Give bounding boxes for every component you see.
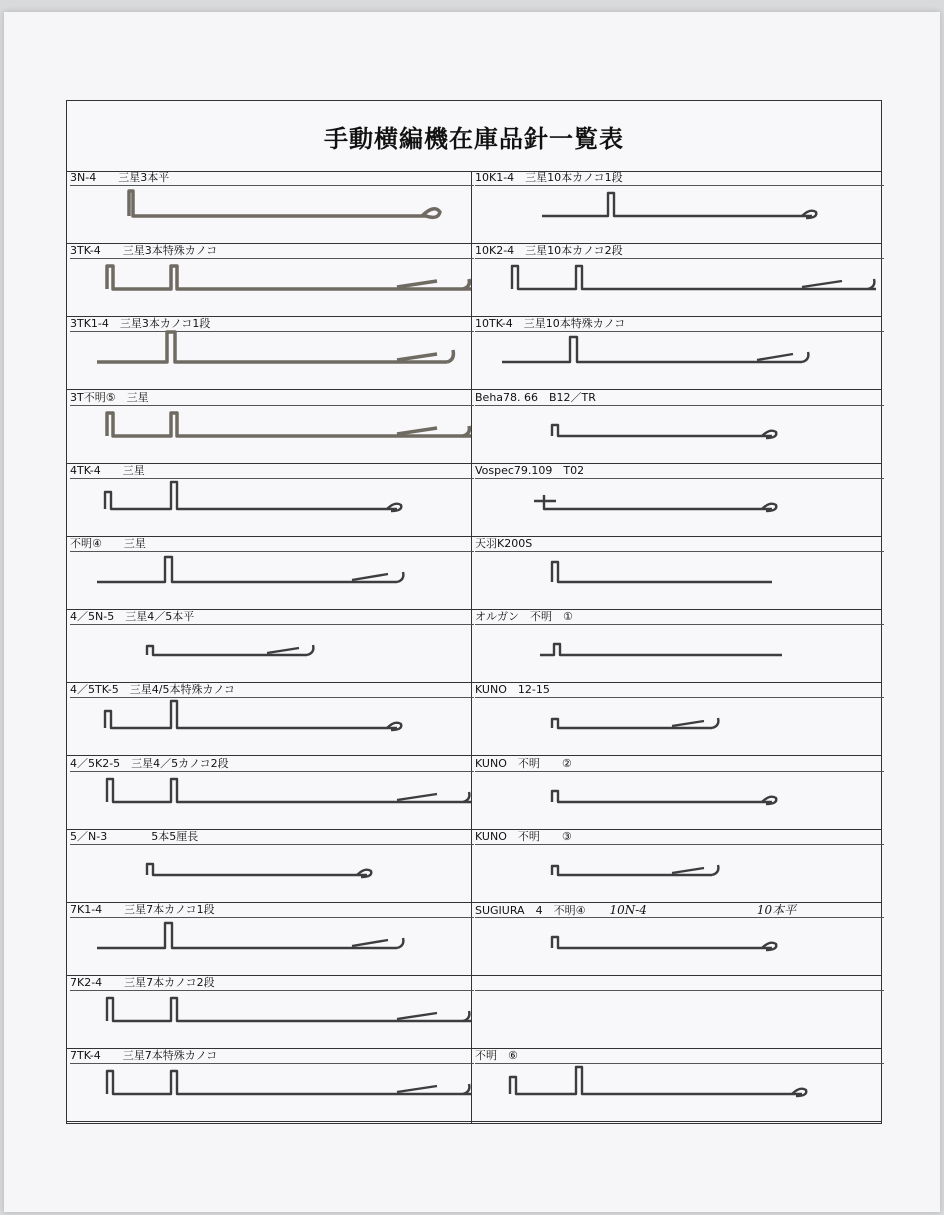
- needle-stroke: [397, 1011, 469, 1021]
- needle-model-text: 10K2-4 三星10本カノコ2段: [475, 244, 623, 258]
- needle-stroke: [267, 645, 313, 655]
- needle-row: [67, 464, 471, 537]
- short-butt-eye-needle-icon: [472, 903, 881, 976]
- needle-stroke: [352, 572, 403, 582]
- needle-model-text: Vospec79.109 T02: [475, 463, 585, 477]
- needle-row: [67, 317, 471, 390]
- double-butt-eye-needle-icon: [67, 683, 471, 756]
- single-butt-latch-needle-icon: [67, 903, 471, 976]
- needle-row: [67, 683, 471, 756]
- needle-stroke: [552, 937, 772, 948]
- needle-row: [472, 757, 881, 830]
- needle-stroke: [552, 425, 772, 436]
- needle-stroke: [147, 864, 367, 875]
- needle-model-text: 3TK1-4 三星3本カノコ1段: [70, 317, 211, 331]
- needle-row: [67, 976, 471, 1049]
- needle-model-text: KUNO 12-15: [475, 683, 550, 697]
- needle-model-text: 5／N-3 5本5厘長: [70, 829, 199, 843]
- needle-model-text: 不明 ⑥: [475, 1049, 518, 1063]
- double-butt-latch-needle-icon: [67, 244, 471, 317]
- needle-stroke: [107, 998, 471, 1021]
- double-butt-latch-needle-icon: [472, 244, 881, 317]
- needle-model-text: 10TK-4 三星10本特殊カノコ: [475, 317, 626, 331]
- needle-stroke: [107, 1071, 471, 1094]
- short-butt-eye-needle-icon: [472, 391, 881, 464]
- needle-row: [472, 171, 881, 244]
- needle-model-text: KUNO 不明 ③: [475, 829, 572, 843]
- needle-row: [67, 537, 471, 610]
- needle-row: [67, 171, 471, 244]
- needle-row: [472, 903, 881, 976]
- double-butt-latch-needle-icon: [67, 1049, 471, 1122]
- needle-stroke: [510, 1067, 802, 1094]
- needle-model-text: 4／5K2-5 三星4／5カノコ2段: [70, 756, 229, 770]
- needle-stroke: [352, 938, 403, 948]
- short-butt-latch-needle-icon: [67, 610, 471, 683]
- needle-stroke: [672, 718, 718, 728]
- short-butt-eye-needle-icon: [472, 757, 881, 830]
- needle-row: [472, 244, 881, 317]
- needle-row: [472, 1049, 881, 1122]
- needle-model-text: KUNO 不明 ②: [475, 756, 572, 770]
- needle-stroke: [542, 193, 812, 216]
- short-butt-latch-needle-icon: [472, 830, 881, 903]
- needle-stroke: [502, 337, 802, 362]
- needle-model-text: 10K1-4 三星10本カノコ1段: [475, 171, 623, 184]
- needle-stroke: [397, 350, 453, 362]
- needle-row: [67, 391, 471, 464]
- double-butt-eye-needle-icon: [472, 1049, 881, 1122]
- needle-row: [67, 1049, 471, 1122]
- needle-row: [472, 830, 881, 903]
- needle-stroke: [540, 644, 782, 655]
- needle-row-label: [475, 976, 884, 991]
- needle-row: [67, 610, 471, 683]
- needle-stroke: [107, 779, 471, 802]
- short-butt-latch-needle-icon: [472, 683, 881, 756]
- needle-model-text: 7K2-4 三星7本カノコ2段: [70, 976, 215, 990]
- needle-row: [472, 610, 881, 683]
- tall-butt-latch-needle-icon: [67, 317, 471, 390]
- l-butt-plain-needle-icon: [472, 537, 881, 610]
- needle-row: [472, 537, 881, 610]
- handwritten-note: 10N-4: [609, 903, 647, 917]
- needle-model-text: 4／5TK-5 三星4/5本特殊カノコ: [70, 683, 235, 697]
- needle-stroke: [672, 865, 718, 875]
- needle-model-text: 3T不明⑤ 三星: [70, 390, 149, 404]
- needle-model-text: Beha78. 66 B12／TR: [475, 390, 596, 404]
- single-butt-latch-needle-icon: [67, 537, 471, 610]
- needle-model-text: 不明④ 三星: [70, 537, 146, 550]
- needle-model-text: 3TK-4 三星3本特殊カノコ: [70, 244, 218, 258]
- needle-stroke: [397, 1084, 469, 1094]
- needle-stroke: [105, 701, 397, 728]
- needle-model-text: 天羽K200S: [475, 537, 533, 550]
- needle-chart-table: [66, 100, 882, 1124]
- double-butt-latch-needle-icon: [67, 757, 471, 830]
- needle-model-text: オルガン 不明 ①: [475, 610, 573, 624]
- needle-model-text: 7TK-4 三星7本特殊カノコ: [70, 1049, 218, 1063]
- needle-model-text: 7K1-4 三星7本カノコ1段: [70, 903, 215, 916]
- handwritten-note-2: 10本平: [756, 903, 797, 917]
- hook-loop-needle-icon: [67, 171, 471, 244]
- t-butt-eye-needle-icon: [472, 464, 881, 537]
- needle-row: [67, 244, 471, 317]
- short-butt-eye-needle-icon: [67, 830, 471, 903]
- needle-row: [472, 464, 881, 537]
- needle-stroke: [105, 482, 397, 509]
- needle-row: [472, 976, 881, 1049]
- needle-row: [472, 391, 881, 464]
- needle-model-text: SUGIURA 4 不明④: [475, 904, 586, 917]
- needle-stroke: [552, 791, 772, 802]
- needle-row: [67, 903, 471, 976]
- needle-row: [67, 830, 471, 903]
- needle-stroke: [512, 266, 876, 289]
- needle-stroke: [397, 792, 469, 802]
- needle-row: [67, 757, 471, 830]
- needle-stroke: [129, 191, 427, 216]
- paper-sheet: [4, 12, 940, 1212]
- needle-stroke: [552, 562, 772, 582]
- needle-stroke: [97, 557, 397, 582]
- needle-row: [472, 683, 881, 756]
- double-butt-latch-needle-icon: [67, 976, 471, 1049]
- needle-model-text: 3N-4 三星3本平: [70, 171, 170, 184]
- needle-row: [472, 317, 881, 390]
- needle-stroke: [97, 332, 447, 362]
- needle-stroke: [757, 352, 808, 362]
- needle-model-text: 4TK-4 三星: [70, 463, 145, 477]
- double-butt-latch-needle-icon: [67, 391, 471, 464]
- sheet-title: 手動横編機在庫品針一覧表: [67, 101, 881, 172]
- needle-stroke: [97, 923, 397, 948]
- single-butt-eye-needle-icon: [472, 171, 881, 244]
- single-butt-latch-needle-icon: [472, 317, 881, 390]
- needle-model-text: 4／5N-5 三星4／5本平: [70, 610, 195, 624]
- double-butt-eye-needle-icon: [67, 464, 471, 537]
- needle-stroke: [534, 495, 772, 509]
- needle-stroke: [802, 279, 874, 289]
- short-butt-plain-needle-icon: [472, 610, 881, 683]
